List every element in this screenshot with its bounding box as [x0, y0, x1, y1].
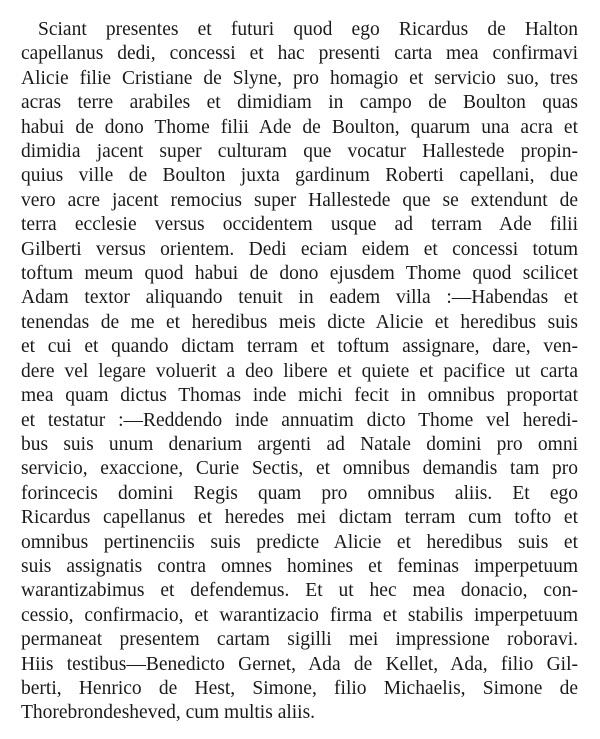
text-line: Gilberti versus orientem. Dedi eciam eidem et concessi totum — [21, 238, 578, 260]
text-line: warantizabimus et defendemus. Et ut hec mea donacio, con- — [21, 580, 578, 602]
text-line: permaneat presentem cartam sigilli mei impressione roboravi. — [21, 629, 578, 651]
text-line: tenendas de me et heredibus meis dicte Alicie et heredibus suis — [21, 311, 578, 333]
text-line: cessio, confirmacio, et warantizacio firma et stabilis imperpetuum — [21, 604, 578, 626]
text-line: Adam textor aliquando tenuit in eadem villa :—Habendas et — [21, 287, 578, 309]
text-line: Thorebrondesheved, cum multis aliis. — [21, 702, 316, 724]
text-line: mea quam dictus Thomas inde michi fecit in omnibus proportat — [21, 385, 578, 407]
text-line: dimidia jacent super culturam que vocatur Hallestede propin- — [21, 141, 578, 163]
text-line: toftum meum quod habui de dono ejusdem Thome quod scilicet — [21, 263, 578, 285]
text-line: berti, Henrico de Hest, Simone, filio Michaelis, Simone de — [21, 677, 578, 699]
text-line: servicio, exaccione, Curie Sectis, et omnibus demandis tam pro — [21, 458, 578, 480]
text-line: capellanus dedi, concessi et hac presenti carta mea confirmavi — [21, 43, 578, 65]
text-line: et testatur :—Reddendo inde annuatim dicto Thome vel heredi- — [21, 409, 578, 431]
text-line: habui de dono Thome filii Ade de Boulton, quarum una acra et — [21, 116, 578, 138]
text-line: bus suis unum denarium argenti ad Natale domini pro omni — [21, 433, 578, 455]
text-line: forincecis domini Regis quam pro omnibus aliis. Et ego — [21, 482, 578, 504]
text-line: Hiis testibus—Benedicto Gernet, Ada de Kellet, Ada, filio Gil- — [21, 653, 578, 675]
text-line: Alicie filie Cristiane de Slyne, pro homagio et servicio suo, tres — [21, 67, 578, 89]
text-line: terra ecclesie versus occidentem usque ad terram Ade filii — [21, 214, 578, 236]
text-line: quius ville de Boulton juxta gardinum Roberti capellani, due — [21, 165, 578, 187]
text-line: dere vel legare voluerit a deo libere et quiete et pacifice ut carta — [21, 360, 578, 382]
text-line: omnibus pertinenciis suis predicte Alicie et heredibus suis et — [21, 531, 578, 553]
text-line: Ricardus capellanus et heredes mei dictam terram cum tofto et — [21, 507, 578, 529]
text-line: acras terre arabiles et dimidiam in campo de Boulton quas — [21, 92, 578, 114]
text-line: vero acre jacent remocius super Hallestede que se extendunt de — [21, 189, 578, 211]
text-line: et cui et quando dictam terram et toftum assignare, dare, ven- — [21, 336, 578, 358]
text-line: suis assignatis contra omnes homines et feminas imperpetuum — [21, 555, 578, 577]
text-line: Sciant presentes et futuri quod ego Ricardus de Halton — [38, 19, 578, 40]
